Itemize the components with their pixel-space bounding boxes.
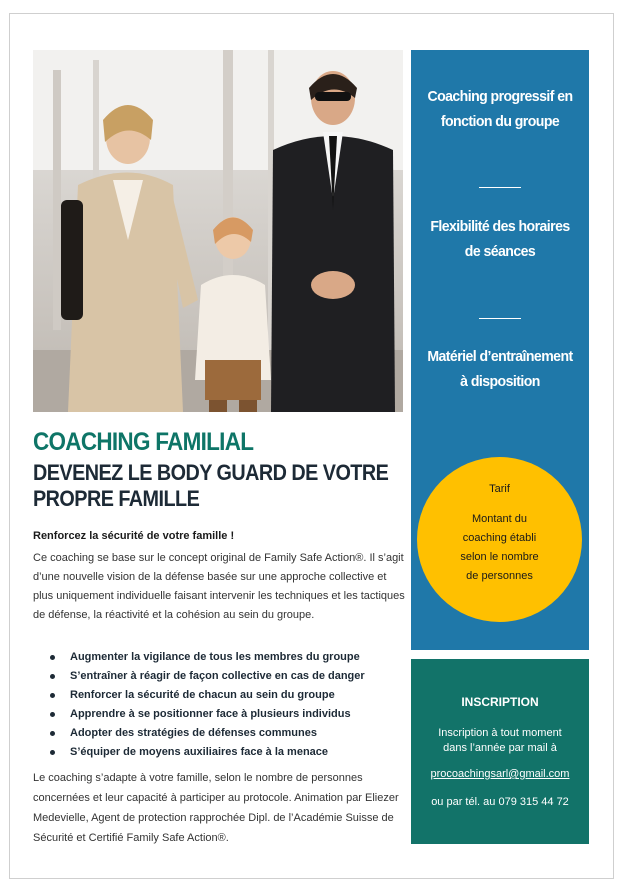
feature-flexible-schedule: Flexibilité des horaires de séances <box>430 218 570 260</box>
list-item-text: Renforcer la sécurité de chacun au sein du groupe <box>70 689 335 701</box>
inscription-email-link[interactable]: procoachingsarl@gmail.com <box>430 768 570 780</box>
list-item <box>33 648 405 667</box>
list-item-text: Adopter des stratégies de défenses communes <box>70 727 317 739</box>
inscription-phone: ou par tél. au 079 315 44 72 <box>431 796 569 808</box>
feature-separator <box>479 187 521 188</box>
list-item <box>33 724 405 743</box>
feature-training-equipment: Matériel d’entraînement à disposition <box>427 348 573 390</box>
list-item <box>33 743 405 762</box>
intro-body: Ce coaching se base sur le concept original de Family Safe Action®. Il s’agit d’une nouvelle vision de la défense basée sur une approche collective et plus uniquement individuelle faisant intervenir les techniques et les tactiques de défense, la réactivité et la cohésion au sein du groupe. <box>33 552 405 621</box>
family-bodyguard-photo <box>33 50 403 412</box>
feature-separator <box>479 318 521 319</box>
bullet-icon <box>50 750 55 755</box>
bullet-icon <box>50 674 55 679</box>
list-item <box>33 686 405 705</box>
page-subtitle: DEVENEZ LE BODY GUARD DE VOTRE PROPRE FAMILLE <box>33 460 389 511</box>
bullet-icon <box>50 693 55 698</box>
tarif-title: Tarif <box>489 483 510 495</box>
intro-lead: Renforcez la sécurité de votre famille ! <box>33 530 235 542</box>
inscription-title: INSCRIPTION <box>461 695 539 709</box>
inscription-text: Inscription à tout moment dans l’année par mail à <box>438 727 562 754</box>
inscription-panel <box>411 659 589 844</box>
bullet-icon <box>50 655 55 660</box>
page-title: COACHING FAMILIAL <box>33 428 254 456</box>
feature-progressive-coaching: Coaching progressif en fonction du groupe <box>427 88 573 130</box>
list-item <box>33 667 405 686</box>
tarif-badge <box>417 457 582 622</box>
list-item-text: Apprendre à se positionner face à plusieurs individus <box>70 708 351 720</box>
tarif-text: Montant du coaching établi selon le nombre de personnes <box>460 513 539 582</box>
list-item <box>33 705 405 724</box>
bullet-icon <box>50 712 55 717</box>
list-item-text: Augmenter la vigilance de tous les membres du groupe <box>70 651 360 663</box>
features-panel <box>411 50 589 650</box>
list-item-text: S’entraîner à réagir de façon collective en cas de danger <box>70 670 365 682</box>
list-item-text: S’équiper de moyens auxiliaires face à la menace <box>70 746 329 758</box>
benefits-list <box>33 648 405 762</box>
bullet-icon <box>50 731 55 736</box>
closing-paragraph: Le coaching s’adapte à votre famille, selon le nombre de personnes concernées et leur capacité à participer au protocole. Animation par Eliezer Medevielle, Agent de protection rapprochée Dipl. de l’Académie Suisse de Sécurité et Certifié Family Safe Action®. <box>33 772 399 844</box>
